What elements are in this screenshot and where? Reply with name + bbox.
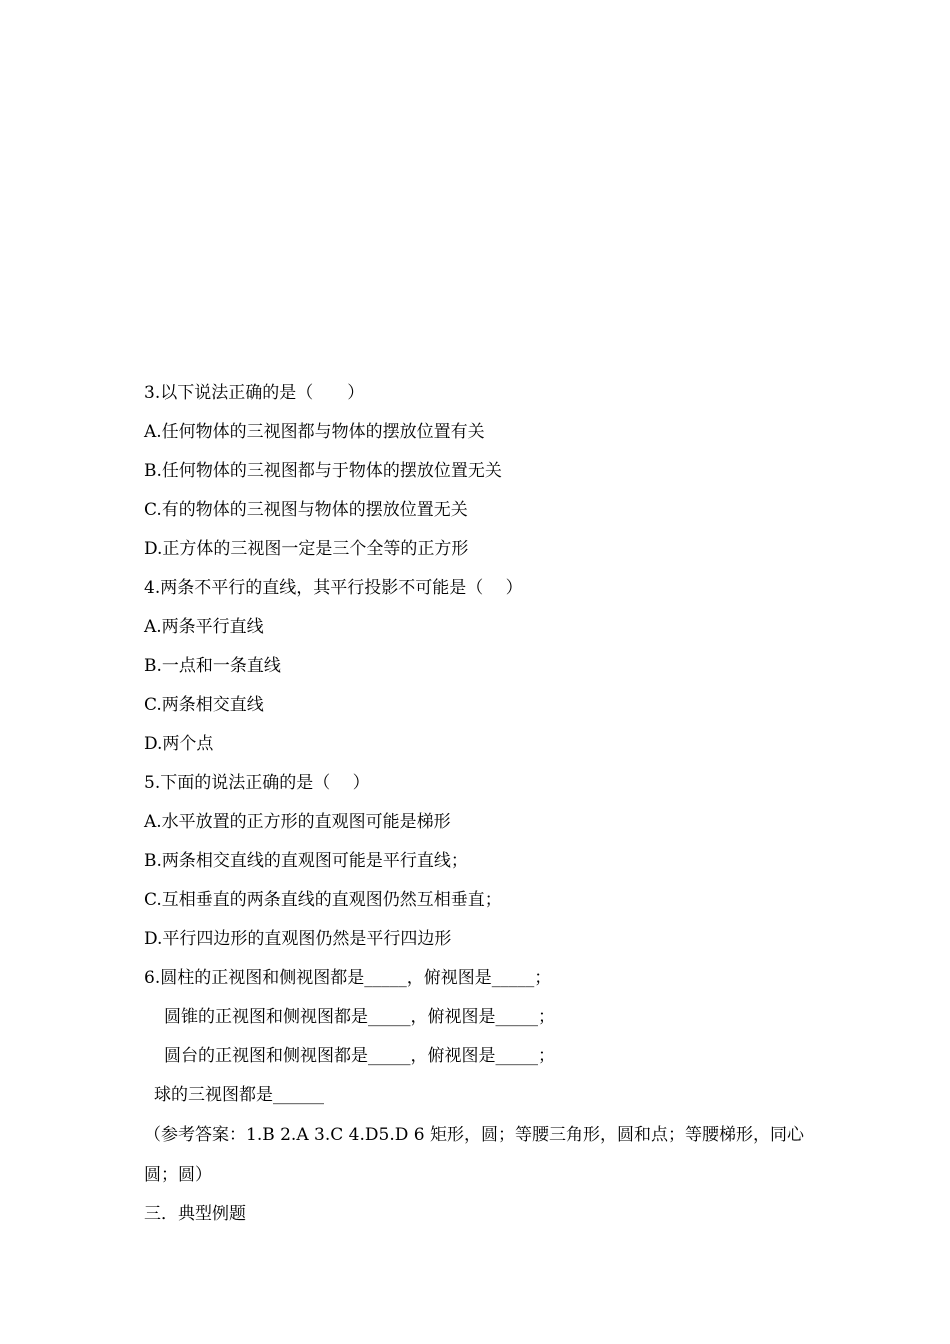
question-4-option-a: A.两条平行直线: [144, 617, 264, 637]
question-4-option-c: C.两条相交直线: [144, 695, 264, 715]
question-4-option-b: B.一点和一条直线: [144, 656, 281, 676]
question-5-option-c: C.互相垂直的两条直线的直观图仍然互相垂直；: [144, 890, 502, 910]
question-3-option-a: A.任何物体的三视图都与物体的摆放位置有关: [144, 422, 485, 442]
question-5-option-b: B.两条相交直线的直观图可能是平行直线；: [144, 851, 468, 871]
document-body: [144, 374, 834, 1234]
section-title: 三．典型例题: [144, 1204, 246, 1224]
question-5-stem: 5.下面的说法正确的是（ ）: [144, 773, 370, 793]
question-3-option-c: C.有的物体的三视图与物体的摆放位置无关: [144, 500, 468, 520]
question-5-option-d: D.平行四边形的直观图仍然是平行四边形: [144, 929, 452, 949]
reference-answers: （参考答案：1.B 2.A 3.C 4.D5.D 6 矩形，圆；等腰三角形，圆和点；等腰梯形，同心圆；圆）: [144, 1125, 804, 1185]
question-6-line-frustum: 圆台的正视图和侧视图都是_____，俯视图是_____；: [164, 1046, 555, 1066]
question-5-option-a: A.水平放置的正方形的直观图可能是梯形: [144, 812, 451, 832]
question-4-option-d: D.两个点: [144, 734, 214, 754]
question-3-option-d: D.正方体的三视图一定是三个全等的正方形: [144, 539, 469, 559]
question-6-line-cone: 圆锥的正视图和侧视图都是_____，俯视图是_____；: [164, 1007, 555, 1027]
question-3-stem: 3.以下说法正确的是（ ）: [144, 383, 365, 403]
question-6-line-sphere: 球的三视图都是______: [154, 1085, 324, 1105]
question-3-option-b: B.任何物体的三视图都与于物体的摆放位置无关: [144, 461, 502, 481]
question-6-line-cylinder: 6.圆柱的正视图和侧视图都是_____，俯视图是_____；: [144, 968, 552, 988]
question-4-stem: 4.两条不平行的直线，其平行投影不可能是（ ）: [144, 578, 523, 598]
